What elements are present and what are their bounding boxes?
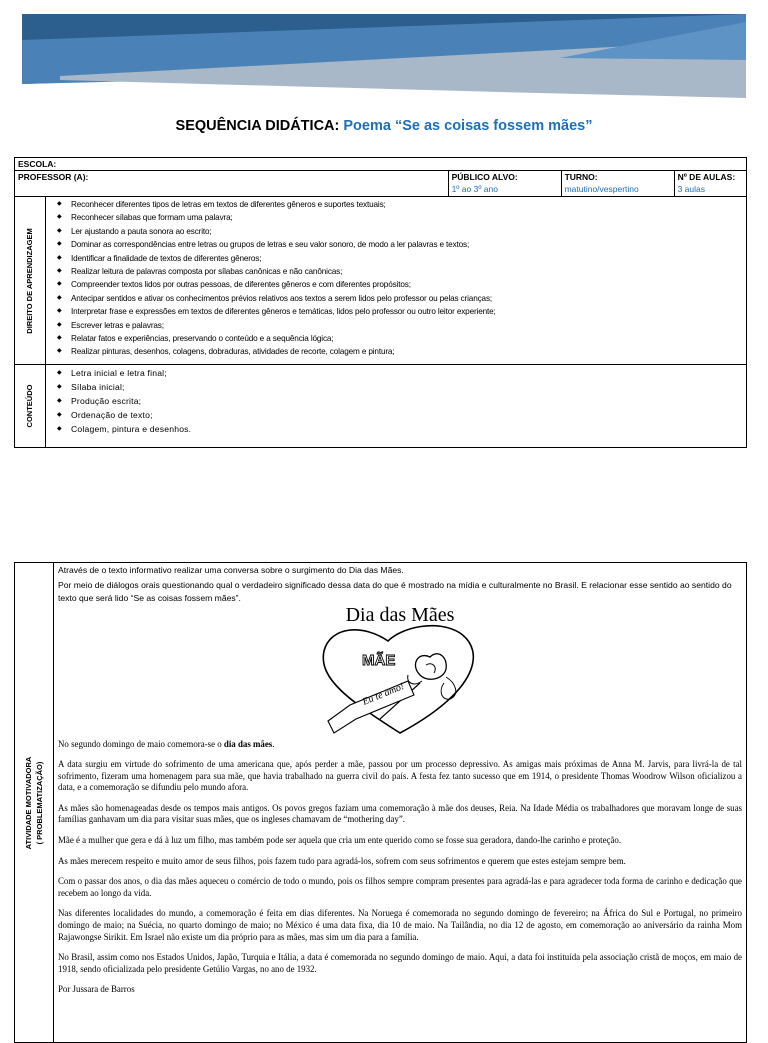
professor-label: PROFESSOR (A): bbox=[18, 172, 89, 182]
intro-line-1: Através de o texto informativo realizar uma conversa sobre o surgimento do Dia das Mães. bbox=[58, 565, 404, 575]
publico-cell bbox=[448, 171, 561, 197]
article-paragraph-8: No Brasil, assim como nos Estados Unidos, Japão, Turquia e Itália, a data é comemorada no segundo domingo de maio. Aqui, a data foi instituída pela associação cristã de moços, em maio de 1918, sendo oficializada pelo presidente Getúlio Vargas, no ano de 1932. bbox=[58, 952, 742, 974]
title-poem: Poema “Se as coisas fossem mães” bbox=[343, 118, 593, 134]
p1-post: . bbox=[272, 738, 275, 749]
direito-list bbox=[49, 198, 743, 359]
list-item: ◆ Escrever letras e palavras; bbox=[71, 319, 743, 332]
list-item: ◆ Compreender textos lidos por outras pessoas, de diferentes gêneros e com diferentes propósitos; bbox=[71, 278, 743, 291]
list-item: ◆ Realizar leitura de palavras composta por sílabas canônicas e não canônicas; bbox=[71, 265, 743, 278]
ribbon-banner bbox=[328, 681, 414, 733]
atividade-label-cell bbox=[15, 563, 54, 1043]
article-paragraph-6: Com o passar dos anos, o dia das mães aqueceu o comércio de todo o mundo, pois os filhos sempre compram presentes para agradá-las e para agradecer toda forma de carinho e dedicação que recebem ao longo da vida. bbox=[58, 876, 742, 898]
article-paragraph-4: Mãe é a mulher que gera e dá à luz um filho, mas também pode ser aquela que cria um ente querido como se fosse sua geradora, dando-lhe carinho e proteção. bbox=[58, 835, 622, 846]
atividade-label-line2: ( PROBLEMATIZAÇÃO) bbox=[35, 761, 44, 844]
list-item: ◆ Ordenação de texto; bbox=[71, 408, 743, 422]
mae-word: MÃE bbox=[362, 651, 396, 669]
article-paragraph-2: A data surgiu em virtude do sofrimento de uma americana que, após perder a mãe, passou por um processo depressivo. As amigas mais próximas de Anna M. Jarvis, para livrá-la de tal sofrimento, fizeram uma homenagem para sua mãe, que havia trabalhado na guerra civil do país. A festa fez tanto sucesso que em 1914, o presidente Thomas Woodrow Wilson oficializou a data, e a comemoração se difundiu pelo mundo afora. bbox=[58, 759, 742, 793]
list-item: ◆ Colagem, pintura e desenhos. bbox=[71, 422, 743, 436]
conteudo-list bbox=[49, 366, 743, 436]
list-item: ◆ Dominar as correspondências entre letras ou grupos de letras e seu valor sonoro, de modo a ler palavras e textos; bbox=[71, 238, 743, 251]
heart-illustration bbox=[58, 621, 742, 739]
article-author: Por Jussara de Barros bbox=[58, 984, 135, 995]
lesson-info-table bbox=[14, 157, 747, 448]
list-item: ◆ Reconhecer sílabas que formam uma palavra; bbox=[71, 211, 743, 224]
turno-cell bbox=[561, 171, 674, 197]
article-paragraph-7: Nas diferentes localidades do mundo, a comemoração é feita em dias diferentes. Na Noruega é comemorada no segundo domingo de fevereiro; na África do Sul e Portugal, no primeiro domingo de maio; na Suécia, no quarto domingo de maio; no México é uma data fixa, dia 10 de maio. Na Tailândia, no dia 12 de agosto, em comemoração ao aniversário da rainha Mom Rajawongse Sirikit. Em Israel não existe um dia próprio para as mães, mas sim um dia para a família. bbox=[58, 908, 742, 942]
turno-label: TURNO: bbox=[564, 172, 598, 182]
list-item: ◆ Relatar fatos e experiências, preservando o conteúdo e a sequência lógica; bbox=[71, 332, 743, 345]
page-title bbox=[0, 118, 768, 134]
list-item: ◆ Sílaba inicial; bbox=[71, 380, 743, 394]
publico-value: 1º ao 3º ano bbox=[451, 184, 498, 194]
conteudo-content bbox=[46, 365, 747, 448]
header-banner bbox=[0, 0, 768, 110]
list-item: ◆ Letra inicial e letra final; bbox=[71, 366, 743, 380]
publico-label: PÚBLICO ALVO: bbox=[451, 172, 518, 182]
list-item: ◆ Realizar pinturas, desenhos, colagens, dobraduras, atividades de recorte, colagem e pintura; bbox=[71, 345, 743, 358]
turno-value: matutino/vespertino bbox=[564, 184, 639, 194]
aulas-cell bbox=[674, 171, 746, 197]
list-item: ◆ Identificar a finalidade de textos de diferentes gêneros; bbox=[71, 252, 743, 265]
list-item: ◆ Antecipar sentidos e ativar os conhecimentos prévios relativos aos textos a serem lidos pelo professor ou pelas crianças; bbox=[71, 292, 743, 305]
direito-label: DIREITO DE APRENDIZAGEM bbox=[25, 227, 34, 334]
aulas-value: 3 aulas bbox=[677, 184, 705, 194]
list-item: ◆ Produção escrita; bbox=[71, 394, 743, 408]
list-item: ◆ Ler ajustando a pauta sonora ao escrito; bbox=[71, 225, 743, 238]
article-paragraph-3: As mães são homenageadas desde os tempos mais antigos. Os povos gregos faziam uma comemoração à mãe dos deuses, Reia. Na Idade Média os trabalhadores que moravam longe de suas famílias ganhavam um dia para visitar suas mães, que os ingleses chamavam de “mothering day”. bbox=[58, 802, 742, 825]
escola-field: ESCOLA: bbox=[15, 158, 747, 171]
title-prefix: SEQUÊNCIA DIDÁTICA: bbox=[175, 118, 340, 134]
list-item: ◆ Reconhecer diferentes tipos de letras em textos de diferentes gêneros e suportes textuais; bbox=[71, 198, 743, 211]
list-item: ◆ Interpretar frase e expressões em textos de diferentes gêneros e temáticas, lidos pelo professor ou outro leitor experiente; bbox=[71, 305, 743, 318]
article-title: Dia das Mães bbox=[345, 603, 455, 626]
article-paragraph-5: As mães merecem respeito e muito amor de seus filhos, pois fazem tudo para agradá-los, sofrem com seus sofrimentos e querem que estes estejam sempre bem. bbox=[58, 855, 626, 866]
atividade-label-line1: ATIVIDADE MOTIVADORA bbox=[24, 756, 33, 849]
conteudo-label: CONTEÚDO bbox=[25, 384, 34, 428]
heart-rose-image bbox=[310, 621, 490, 739]
article-paragraph-1 bbox=[58, 739, 742, 751]
professor-cell bbox=[15, 171, 449, 197]
atividade-content bbox=[54, 563, 747, 1043]
p1-bold: dia das mães bbox=[223, 738, 273, 749]
ribbon-text: Eu te amo! bbox=[361, 680, 406, 708]
intro-line-2: Por meio de diálogos orais questionando qual o verdadeiro significado dessa data do que é mostrado na mídia e culturalmente no Brasil. E relacionar esse sentido ao sentido do texto que será lido “Se as coisas fossem mães”. bbox=[58, 579, 732, 603]
direito-label-cell bbox=[15, 197, 46, 365]
aulas-label: Nº DE AULAS: bbox=[677, 172, 736, 182]
atividade-label bbox=[23, 756, 45, 849]
conteudo-label-cell bbox=[15, 365, 46, 448]
atividade-table bbox=[14, 562, 747, 1043]
p1-pre: No segundo domingo de maio comemora-se o bbox=[58, 738, 224, 749]
direito-content bbox=[46, 197, 747, 365]
